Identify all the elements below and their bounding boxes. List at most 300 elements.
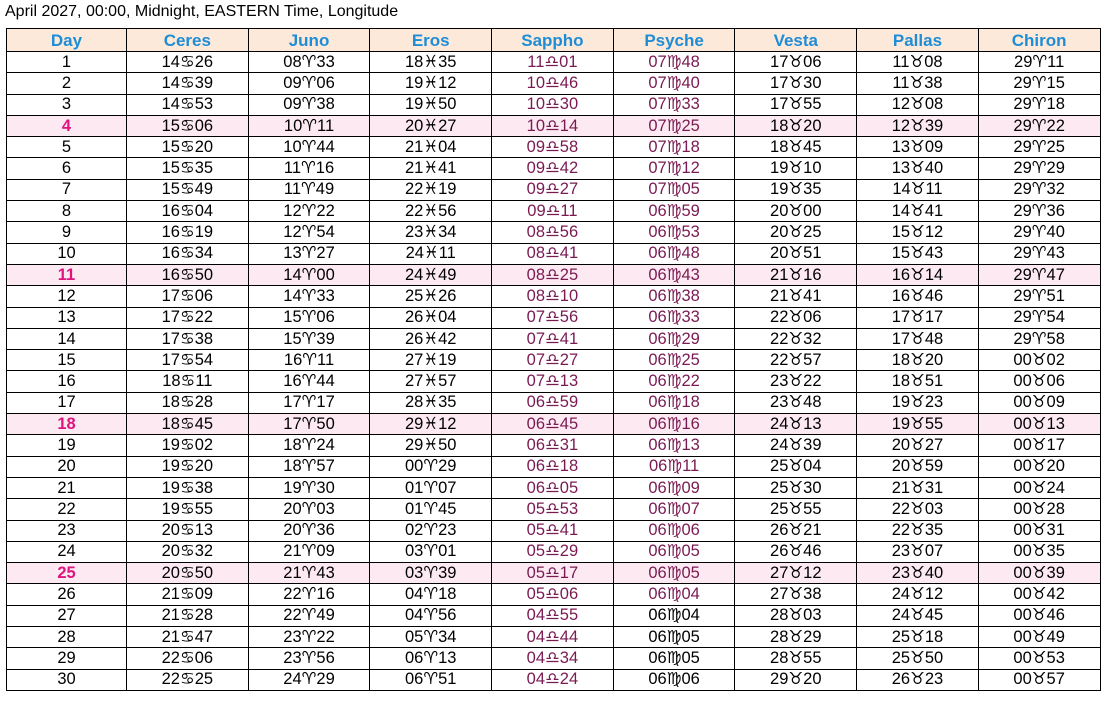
day-cell: 23: [7, 520, 127, 541]
pallas-cell: 11♉08: [857, 52, 979, 73]
sappho-cell: 04♎24: [492, 669, 614, 690]
sappho-cell: 05♎06: [492, 584, 614, 605]
day-cell: 24: [7, 541, 127, 562]
vesta-cell: 23♉48: [735, 392, 857, 413]
vesta-cell: 22♉57: [735, 350, 857, 371]
sappho-cell: 05♎17: [492, 563, 614, 584]
vesta-cell: 28♉29: [735, 627, 857, 648]
pallas-cell: 14♉11: [857, 179, 979, 200]
table-row: [7, 414, 1101, 435]
pallas-cell: 19♉55: [857, 414, 979, 435]
eros-cell: 22♓56: [370, 201, 492, 222]
sappho-cell: 04♎44: [492, 627, 614, 648]
chiron-cell: 29♈51: [978, 286, 1100, 307]
psyche-cell: 06♍29: [613, 328, 735, 349]
vesta-cell: 25♉30: [735, 477, 857, 498]
juno-cell: 15♈06: [248, 307, 370, 328]
day-cell: 6: [7, 158, 127, 179]
juno-cell: 17♈17: [248, 392, 370, 413]
chiron-cell: 00♉42: [978, 584, 1100, 605]
ceres-cell: 22♋06: [127, 648, 249, 669]
column-header-juno: Juno: [248, 29, 370, 52]
eros-cell: 21♓04: [370, 137, 492, 158]
juno-cell: 13♈27: [248, 243, 370, 264]
eros-cell: 22♓19: [370, 179, 492, 200]
pallas-cell: 12♉39: [857, 115, 979, 136]
table-row: [7, 115, 1101, 136]
day-cell: 17: [7, 392, 127, 413]
juno-cell: 11♈16: [248, 158, 370, 179]
ceres-cell: 15♋49: [127, 179, 249, 200]
sappho-cell: 04♎55: [492, 605, 614, 626]
pallas-cell: 21♉31: [857, 477, 979, 498]
eros-cell: 02♈23: [370, 520, 492, 541]
juno-cell: 16♈11: [248, 350, 370, 371]
chiron-cell: 00♉46: [978, 605, 1100, 626]
day-cell: 28: [7, 627, 127, 648]
ceres-cell: 21♋47: [127, 627, 249, 648]
day-cell: 14: [7, 328, 127, 349]
ceres-cell: 14♋39: [127, 73, 249, 94]
ceres-cell: 16♋04: [127, 201, 249, 222]
vesta-cell: 28♉03: [735, 605, 857, 626]
sappho-cell: 04♎34: [492, 648, 614, 669]
eros-cell: 24♓11: [370, 243, 492, 264]
psyche-cell: 06♍05: [613, 541, 735, 562]
eros-cell: 05♈34: [370, 627, 492, 648]
juno-cell: 24♈29: [248, 669, 370, 690]
day-cell: 22: [7, 499, 127, 520]
table-row: [7, 350, 1101, 371]
psyche-cell: 06♍48: [613, 243, 735, 264]
chiron-cell: 00♉02: [978, 350, 1100, 371]
psyche-cell: 07♍18: [613, 137, 735, 158]
ceres-cell: 20♋13: [127, 520, 249, 541]
juno-cell: 12♈54: [248, 222, 370, 243]
psyche-cell: 06♍06: [613, 520, 735, 541]
table-row: [7, 73, 1101, 94]
table-row: [7, 392, 1101, 413]
psyche-cell: 06♍33: [613, 307, 735, 328]
pallas-cell: 17♉17: [857, 307, 979, 328]
day-cell: 12: [7, 286, 127, 307]
table-row: [7, 669, 1101, 690]
sappho-cell: 09♎58: [492, 137, 614, 158]
ceres-cell: 17♋06: [127, 286, 249, 307]
table-row: [7, 371, 1101, 392]
eros-cell: 26♓04: [370, 307, 492, 328]
ceres-cell: 16♋50: [127, 264, 249, 285]
sappho-cell: 10♎30: [492, 94, 614, 115]
table-row: [7, 648, 1101, 669]
psyche-cell: 06♍22: [613, 371, 735, 392]
day-cell: 18: [7, 414, 127, 435]
day-cell: 26: [7, 584, 127, 605]
ceres-cell: 17♋22: [127, 307, 249, 328]
psyche-cell: 06♍11: [613, 456, 735, 477]
table-row: [7, 222, 1101, 243]
ceres-cell: 19♋55: [127, 499, 249, 520]
vesta-cell: 18♉45: [735, 137, 857, 158]
psyche-cell: 06♍38: [613, 286, 735, 307]
column-header-eros: Eros: [370, 29, 492, 52]
sappho-cell: 08♎41: [492, 243, 614, 264]
ceres-cell: 19♋38: [127, 477, 249, 498]
day-cell: 16: [7, 371, 127, 392]
ceres-cell: 17♋54: [127, 350, 249, 371]
ceres-cell: 20♋50: [127, 563, 249, 584]
eros-cell: 20♓27: [370, 115, 492, 136]
chiron-cell: 29♈36: [978, 201, 1100, 222]
vesta-cell: 19♉10: [735, 158, 857, 179]
table-row: [7, 563, 1101, 584]
eros-cell: 19♓50: [370, 94, 492, 115]
day-cell: 20: [7, 456, 127, 477]
chiron-cell: 00♉06: [978, 371, 1100, 392]
eros-cell: 00♈29: [370, 456, 492, 477]
juno-cell: 21♈09: [248, 541, 370, 562]
psyche-cell: 06♍04: [613, 584, 735, 605]
pallas-cell: 20♉59: [857, 456, 979, 477]
day-cell: 27: [7, 605, 127, 626]
pallas-cell: 22♉35: [857, 520, 979, 541]
sappho-cell: 06♎31: [492, 435, 614, 456]
table-row: [7, 584, 1101, 605]
column-header-sappho: Sappho: [492, 29, 614, 52]
vesta-cell: 24♉39: [735, 435, 857, 456]
chiron-cell: 00♉53: [978, 648, 1100, 669]
psyche-cell: 07♍40: [613, 73, 735, 94]
day-cell: 2: [7, 73, 127, 94]
pallas-cell: 19♉23: [857, 392, 979, 413]
day-cell: 5: [7, 137, 127, 158]
chiron-cell: 29♈18: [978, 94, 1100, 115]
eros-cell: 01♈07: [370, 477, 492, 498]
ceres-cell: 16♋34: [127, 243, 249, 264]
psyche-cell: 07♍12: [613, 158, 735, 179]
psyche-cell: 06♍07: [613, 499, 735, 520]
ceres-cell: 22♋25: [127, 669, 249, 690]
sappho-cell: 10♎14: [492, 115, 614, 136]
table-row: [7, 52, 1101, 73]
psyche-cell: 06♍05: [613, 648, 735, 669]
ceres-cell: 18♋28: [127, 392, 249, 413]
juno-cell: 15♈39: [248, 328, 370, 349]
vesta-cell: 21♉41: [735, 286, 857, 307]
eros-cell: 03♈01: [370, 541, 492, 562]
table-row: [7, 499, 1101, 520]
page-title: April 2027, 00:00, Midnight, EASTERN Time, Longitude: [5, 3, 399, 20]
table-row: [7, 264, 1101, 285]
juno-cell: 10♈44: [248, 137, 370, 158]
chiron-cell: 00♉17: [978, 435, 1100, 456]
juno-cell: 14♈33: [248, 286, 370, 307]
table-row: [7, 201, 1101, 222]
eros-cell: 04♈56: [370, 605, 492, 626]
eros-cell: 01♈45: [370, 499, 492, 520]
ceres-cell: 18♋45: [127, 414, 249, 435]
pallas-cell: 12♉08: [857, 94, 979, 115]
sappho-cell: 07♎41: [492, 328, 614, 349]
psyche-cell: 07♍25: [613, 115, 735, 136]
chiron-cell: 00♉49: [978, 627, 1100, 648]
eros-cell: 28♓35: [370, 392, 492, 413]
day-cell: 10: [7, 243, 127, 264]
vesta-cell: 20♉25: [735, 222, 857, 243]
chiron-cell: 00♉24: [978, 477, 1100, 498]
pallas-cell: 14♉41: [857, 201, 979, 222]
eros-cell: 21♓41: [370, 158, 492, 179]
juno-cell: 23♈22: [248, 627, 370, 648]
eros-cell: 29♓50: [370, 435, 492, 456]
psyche-cell: 07♍48: [613, 52, 735, 73]
vesta-cell: 26♉21: [735, 520, 857, 541]
psyche-cell: 06♍59: [613, 201, 735, 222]
psyche-cell: 06♍05: [613, 563, 735, 584]
juno-cell: 18♈57: [248, 456, 370, 477]
juno-cell: 12♈22: [248, 201, 370, 222]
juno-cell: 14♈00: [248, 264, 370, 285]
chiron-cell: 29♈15: [978, 73, 1100, 94]
pallas-cell: 18♉51: [857, 371, 979, 392]
pallas-cell: 15♉12: [857, 222, 979, 243]
juno-cell: 20♈36: [248, 520, 370, 541]
vesta-cell: 19♉35: [735, 179, 857, 200]
sappho-cell: 05♎41: [492, 520, 614, 541]
pallas-cell: 23♉40: [857, 563, 979, 584]
table-row: [7, 307, 1101, 328]
table-body: [7, 52, 1101, 691]
table-row: [7, 477, 1101, 498]
juno-cell: 16♈44: [248, 371, 370, 392]
table-row: [7, 286, 1101, 307]
psyche-cell: 06♍04: [613, 605, 735, 626]
psyche-cell: 06♍13: [613, 435, 735, 456]
day-cell: 15: [7, 350, 127, 371]
chiron-cell: 29♈11: [978, 52, 1100, 73]
vesta-cell: 26♉46: [735, 541, 857, 562]
juno-cell: 09♈38: [248, 94, 370, 115]
table-header-row: [7, 29, 1101, 52]
day-cell: 9: [7, 222, 127, 243]
eros-cell: 27♓57: [370, 371, 492, 392]
vesta-cell: 25♉55: [735, 499, 857, 520]
chiron-cell: 00♉09: [978, 392, 1100, 413]
vesta-cell: 25♉04: [735, 456, 857, 477]
chiron-cell: 29♈29: [978, 158, 1100, 179]
eros-cell: 06♈51: [370, 669, 492, 690]
sappho-cell: 09♎11: [492, 201, 614, 222]
ceres-cell: 14♋26: [127, 52, 249, 73]
ceres-cell: 21♋09: [127, 584, 249, 605]
pallas-cell: 24♉45: [857, 605, 979, 626]
pallas-cell: 25♉50: [857, 648, 979, 669]
pallas-cell: 13♉40: [857, 158, 979, 179]
juno-cell: 10♈11: [248, 115, 370, 136]
chiron-cell: 29♈22: [978, 115, 1100, 136]
day-cell: 30: [7, 669, 127, 690]
table-row: [7, 520, 1101, 541]
ceres-cell: 16♋19: [127, 222, 249, 243]
eros-cell: 18♓35: [370, 52, 492, 73]
chiron-cell: 29♈25: [978, 137, 1100, 158]
ceres-cell: 15♋06: [127, 115, 249, 136]
column-header-chiron: Chiron: [978, 29, 1100, 52]
sappho-cell: 09♎42: [492, 158, 614, 179]
column-header-day: Day: [7, 29, 127, 52]
psyche-cell: 06♍06: [613, 669, 735, 690]
eros-cell: 19♓12: [370, 73, 492, 94]
juno-cell: 20♈03: [248, 499, 370, 520]
day-cell: 21: [7, 477, 127, 498]
pallas-cell: 18♉20: [857, 350, 979, 371]
chiron-cell: 00♉35: [978, 541, 1100, 562]
ceres-cell: 17♋38: [127, 328, 249, 349]
sappho-cell: 08♎25: [492, 264, 614, 285]
sappho-cell: 07♎13: [492, 371, 614, 392]
vesta-cell: 18♉20: [735, 115, 857, 136]
pallas-cell: 13♉09: [857, 137, 979, 158]
pallas-cell: 11♉38: [857, 73, 979, 94]
eros-cell: 27♓19: [370, 350, 492, 371]
ceres-cell: 19♋20: [127, 456, 249, 477]
sappho-cell: 05♎53: [492, 499, 614, 520]
pallas-cell: 20♉27: [857, 435, 979, 456]
table-row: [7, 94, 1101, 115]
table-row: [7, 456, 1101, 477]
chiron-cell: 29♈54: [978, 307, 1100, 328]
day-cell: 11: [7, 264, 127, 285]
psyche-cell: 06♍16: [613, 414, 735, 435]
chiron-cell: 00♉28: [978, 499, 1100, 520]
sappho-cell: 06♎45: [492, 414, 614, 435]
column-header-vesta: Vesta: [735, 29, 857, 52]
vesta-cell: 22♉32: [735, 328, 857, 349]
ceres-cell: 19♋02: [127, 435, 249, 456]
table-row: [7, 435, 1101, 456]
table-row: [7, 243, 1101, 264]
day-cell: 19: [7, 435, 127, 456]
sappho-cell: 08♎56: [492, 222, 614, 243]
vesta-cell: 28♉55: [735, 648, 857, 669]
day-cell: 1: [7, 52, 127, 73]
juno-cell: 08♈33: [248, 52, 370, 73]
day-cell: 8: [7, 201, 127, 222]
juno-cell: 23♈56: [248, 648, 370, 669]
pallas-cell: 22♉03: [857, 499, 979, 520]
chiron-cell: 29♈32: [978, 179, 1100, 200]
eros-cell: 25♓26: [370, 286, 492, 307]
column-header-psyche: Psyche: [613, 29, 735, 52]
juno-cell: 17♈50: [248, 414, 370, 435]
day-cell: 3: [7, 94, 127, 115]
psyche-cell: 06♍25: [613, 350, 735, 371]
pallas-cell: 15♉43: [857, 243, 979, 264]
psyche-cell: 07♍05: [613, 179, 735, 200]
juno-cell: 21♈43: [248, 563, 370, 584]
pallas-cell: 23♉07: [857, 541, 979, 562]
pallas-cell: 16♉14: [857, 264, 979, 285]
psyche-cell: 06♍43: [613, 264, 735, 285]
vesta-cell: 21♉16: [735, 264, 857, 285]
eros-cell: 04♈18: [370, 584, 492, 605]
eros-cell: 24♓49: [370, 264, 492, 285]
table-row: [7, 137, 1101, 158]
vesta-cell: 17♉55: [735, 94, 857, 115]
ephemeris-table: [6, 28, 1101, 691]
table-row: [7, 328, 1101, 349]
chiron-cell: 29♈40: [978, 222, 1100, 243]
eros-cell: 29♓12: [370, 414, 492, 435]
day-cell: 13: [7, 307, 127, 328]
psyche-cell: 06♍09: [613, 477, 735, 498]
chiron-cell: 00♉13: [978, 414, 1100, 435]
vesta-cell: 27♉12: [735, 563, 857, 584]
sappho-cell: 07♎27: [492, 350, 614, 371]
psyche-cell: 06♍18: [613, 392, 735, 413]
pallas-cell: 25♉18: [857, 627, 979, 648]
day-cell: 7: [7, 179, 127, 200]
vesta-cell: 20♉51: [735, 243, 857, 264]
table-row: [7, 605, 1101, 626]
chiron-cell: 29♈47: [978, 264, 1100, 285]
day-cell: 29: [7, 648, 127, 669]
ceres-cell: 21♋28: [127, 605, 249, 626]
day-cell: 4: [7, 115, 127, 136]
chiron-cell: 00♉31: [978, 520, 1100, 541]
psyche-cell: 06♍05: [613, 627, 735, 648]
juno-cell: 11♈49: [248, 179, 370, 200]
ceres-cell: 18♋11: [127, 371, 249, 392]
pallas-cell: 26♉23: [857, 669, 979, 690]
pallas-cell: 17♉48: [857, 328, 979, 349]
chiron-cell: 29♈58: [978, 328, 1100, 349]
vesta-cell: 17♉06: [735, 52, 857, 73]
vesta-cell: 17♉30: [735, 73, 857, 94]
sappho-cell: 05♎29: [492, 541, 614, 562]
sappho-cell: 06♎18: [492, 456, 614, 477]
table-row: [7, 627, 1101, 648]
eros-cell: 06♈13: [370, 648, 492, 669]
ceres-cell: 14♋53: [127, 94, 249, 115]
sappho-cell: 06♎59: [492, 392, 614, 413]
eros-cell: 26♓42: [370, 328, 492, 349]
ceres-cell: 15♋35: [127, 158, 249, 179]
vesta-cell: 24♉13: [735, 414, 857, 435]
psyche-cell: 06♍53: [613, 222, 735, 243]
table-row: [7, 158, 1101, 179]
psyche-cell: 07♍33: [613, 94, 735, 115]
sappho-cell: 10♎46: [492, 73, 614, 94]
sappho-cell: 11♎01: [492, 52, 614, 73]
sappho-cell: 09♎27: [492, 179, 614, 200]
chiron-cell: 00♉39: [978, 563, 1100, 584]
sappho-cell: 07♎56: [492, 307, 614, 328]
vesta-cell: 20♉00: [735, 201, 857, 222]
vesta-cell: 23♉22: [735, 371, 857, 392]
table-row: [7, 179, 1101, 200]
juno-cell: 19♈30: [248, 477, 370, 498]
chiron-cell: 00♉57: [978, 669, 1100, 690]
sappho-cell: 06♎05: [492, 477, 614, 498]
eros-cell: 03♈39: [370, 563, 492, 584]
juno-cell: 09♈06: [248, 73, 370, 94]
ceres-cell: 15♋20: [127, 137, 249, 158]
eros-cell: 23♓34: [370, 222, 492, 243]
pallas-cell: 24♉12: [857, 584, 979, 605]
vesta-cell: 27♉38: [735, 584, 857, 605]
pallas-cell: 16♉46: [857, 286, 979, 307]
